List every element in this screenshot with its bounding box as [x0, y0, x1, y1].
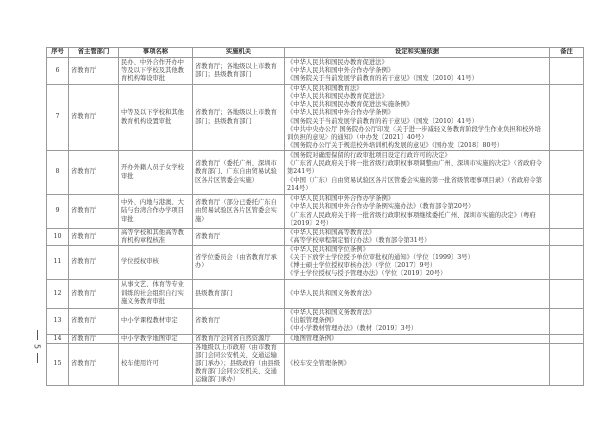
basis-line: 《中华人民共和国中外合作办学条例》	[287, 66, 395, 74]
basis-line: 《中华人民共和国中外合作办学条例》	[287, 109, 395, 117]
table-row	[47, 229, 584, 246]
row-item: 中小学课程教材审定	[119, 308, 193, 334]
header-item: 事项名称	[119, 48, 193, 58]
basis-line: 《出版管理条例》	[287, 317, 338, 325]
row-dept: 省教育厅	[69, 195, 119, 229]
basis-line: 《中华人民共和国高等教育法》	[287, 229, 376, 236]
row-note	[550, 151, 584, 195]
row-item: 开办外籍人员子女学校审批	[119, 151, 193, 195]
table-row	[47, 58, 584, 85]
table-row	[47, 279, 584, 308]
basis-line: 《中共中央办公厅 国务院办公厅印发〈关于进一步减轻义务教育阶段学生作业负担和校外培训负担的意见〉的通知》（中办发〔2021〕40号）	[287, 125, 541, 141]
row-note	[550, 308, 584, 334]
row-number: 10	[47, 229, 69, 246]
header-basis: 设定和实施依据	[285, 48, 550, 58]
basis-line: 《中华人民共和国学位条例》	[287, 246, 369, 254]
basis-line: 《中华人民共和国义务教育法》	[287, 308, 376, 316]
basis-line: 《中华人民共和国民办教育促进法实施条例》	[287, 101, 413, 109]
row-basis	[285, 246, 550, 279]
table-row	[47, 246, 584, 279]
basis-line: 《国务院关于当前发展学前教育的若干意见》（国发〔2010〕41号）	[287, 117, 478, 125]
row-dept: 省教育厅	[69, 229, 119, 246]
row-org: 省教育厅	[193, 229, 285, 246]
row-item: 民办、中外合作开办中等及以下学校及其他教育机构筹设审批	[119, 58, 193, 85]
basis-line: 《地图管理条例》	[287, 334, 338, 342]
basis-line: 《中小学教材管理办法》（教材〔2019〕3号）	[287, 325, 418, 333]
row-note	[550, 58, 584, 85]
row-dept: 省教育厅	[69, 343, 119, 385]
row-basis	[285, 279, 550, 308]
row-item: 学位授权审核	[119, 246, 193, 279]
row-number: 13	[47, 308, 69, 334]
row-org: 省教育厅；各地级以上市教育部门；县级教育部门	[193, 58, 285, 85]
row-dept: 省教育厅	[69, 279, 119, 308]
row-dept: 省教育厅	[69, 151, 119, 195]
header-note: 备注	[550, 48, 584, 58]
table-row	[47, 151, 584, 195]
basis-line: 《中华人民共和国民办教育促进法》	[287, 58, 388, 66]
row-basis	[285, 85, 550, 151]
table-row	[47, 334, 584, 343]
row-basis	[285, 58, 550, 85]
basis-line: 《高等学校章程制定暂行办法》（教育部令第31号）	[287, 237, 431, 245]
row-item: 高等学校和其他高等教育机构章程核准	[119, 229, 193, 246]
row-note	[550, 195, 584, 229]
basis-line: 《广东省人民政府关于将一批省级行政职权事项调整由广州、深圳市实施的决定》（省政府令第241号）	[287, 160, 543, 176]
table-row	[47, 308, 584, 334]
row-item: 中外、内地与港澳、大陆与台湾合作办学项目审批	[119, 195, 193, 229]
header-org: 实施机关	[193, 48, 285, 58]
basis-line: 《博士硕士学位授权审核办法》（学位〔2017〕9号）	[287, 262, 437, 270]
row-org: 省教育厅会同省自然资源厅	[193, 334, 285, 343]
row-number: 6	[47, 58, 69, 85]
basis-line: 《中国（广东）自由贸易试验区各片区管委会实施的第一批省级管理事项目录》（省政府令第214号）	[287, 176, 543, 192]
row-dept: 省教育厅	[69, 246, 119, 279]
row-item: 中小学教学地图审定	[119, 334, 193, 343]
row-org: 省教育厅（委托广州、深圳市教育部门、广东自由贸易试验区各片区管委会实施）	[193, 151, 285, 195]
row-dept: 省教育厅	[69, 308, 119, 334]
basis-line: 《学士学位授权与授予管理办法》（学位〔2019〕20号）	[287, 270, 447, 278]
table-row	[47, 85, 584, 151]
page-number: 5	[30, 330, 44, 363]
basis-line: 《国务院关于当前发展学前教育的若干意见》（国发〔2010〕41号）	[287, 75, 478, 83]
row-note	[550, 229, 584, 246]
basis-line: 《中华人民共和国教育法》	[287, 85, 363, 93]
row-org: 省教育厅；各地级以上市教育部门；县级教育部门	[193, 85, 285, 151]
row-basis	[285, 229, 550, 246]
basis-line: 《关于下放学士学位授予单位审批权的通知》（学位〔1999〕3号）	[287, 254, 474, 262]
row-note	[550, 343, 584, 385]
row-number: 9	[47, 195, 69, 229]
table-row	[47, 195, 584, 229]
row-basis	[285, 308, 550, 334]
row-org: 省学位委员会（由省教育厅承办）	[193, 246, 285, 279]
row-org: 省教育厅	[193, 308, 285, 334]
basis-line: 《广东省人民政府关于将一批省级行政职权事项继续委托广州、深圳市实施的决定》（粤府〔2019〕2号）	[287, 211, 536, 227]
row-number: 12	[47, 279, 69, 308]
row-dept: 省教育厅	[69, 85, 119, 151]
row-number: 15	[47, 343, 69, 385]
row-org: 各地级以上市政府（由市教育部门会同公安机关、交通运输部门承办）；县级政府（由县级教育部门会同公安机关、交通运输部门承办）	[193, 343, 285, 385]
row-org: 县级教育部门	[193, 279, 285, 308]
basis-line: 《国务院对确需保留的行政审批项目设定行政许可的决定》	[287, 152, 451, 160]
header-dept: 省主管部门	[69, 48, 119, 58]
row-number: 7	[47, 85, 69, 151]
row-note	[550, 246, 584, 279]
basis-line: 《中华人民共和国义务教育法》	[287, 289, 376, 297]
basis-line: 《国务院办公厅关于规范校外培训机构发展的意见》（国办发〔2018〕80号）	[287, 141, 504, 149]
row-item: 校车使用许可	[119, 343, 193, 385]
row-note	[550, 279, 584, 308]
row-basis	[285, 151, 550, 195]
row-item: 从事文艺、体育等专业训练的社会组织自行实施义务教育审批	[119, 279, 193, 308]
row-basis	[285, 343, 550, 385]
row-basis	[285, 195, 550, 229]
row-basis	[285, 334, 550, 343]
row-note	[550, 85, 584, 151]
table-row	[47, 343, 584, 385]
header-no: 序号	[47, 48, 69, 58]
row-note	[550, 334, 584, 343]
row-org: 省教育厅（部分已委托广东自由贸易试验区各片区管委会实施）	[193, 195, 285, 229]
row-number: 14	[47, 334, 69, 343]
row-number: 8	[47, 151, 69, 195]
basis-line: 《校车安全管理条例》	[287, 360, 350, 368]
basis-line: 《中华人民共和国民办教育促进法》	[287, 93, 388, 101]
row-dept: 省教育厅	[69, 58, 119, 85]
row-dept: 省教育厅	[69, 334, 119, 343]
basis-line: 《中华人民共和国中外合作办学条例实施办法》（教育部令第20号）	[287, 203, 475, 211]
matters-table	[46, 47, 584, 386]
table-header	[47, 48, 584, 58]
row-number: 11	[47, 246, 69, 279]
row-item: 中等及以下学校和其他教育机构设置审批	[119, 85, 193, 151]
basis-line: 《中华人民共和国中外合作办学条例》	[287, 195, 395, 203]
